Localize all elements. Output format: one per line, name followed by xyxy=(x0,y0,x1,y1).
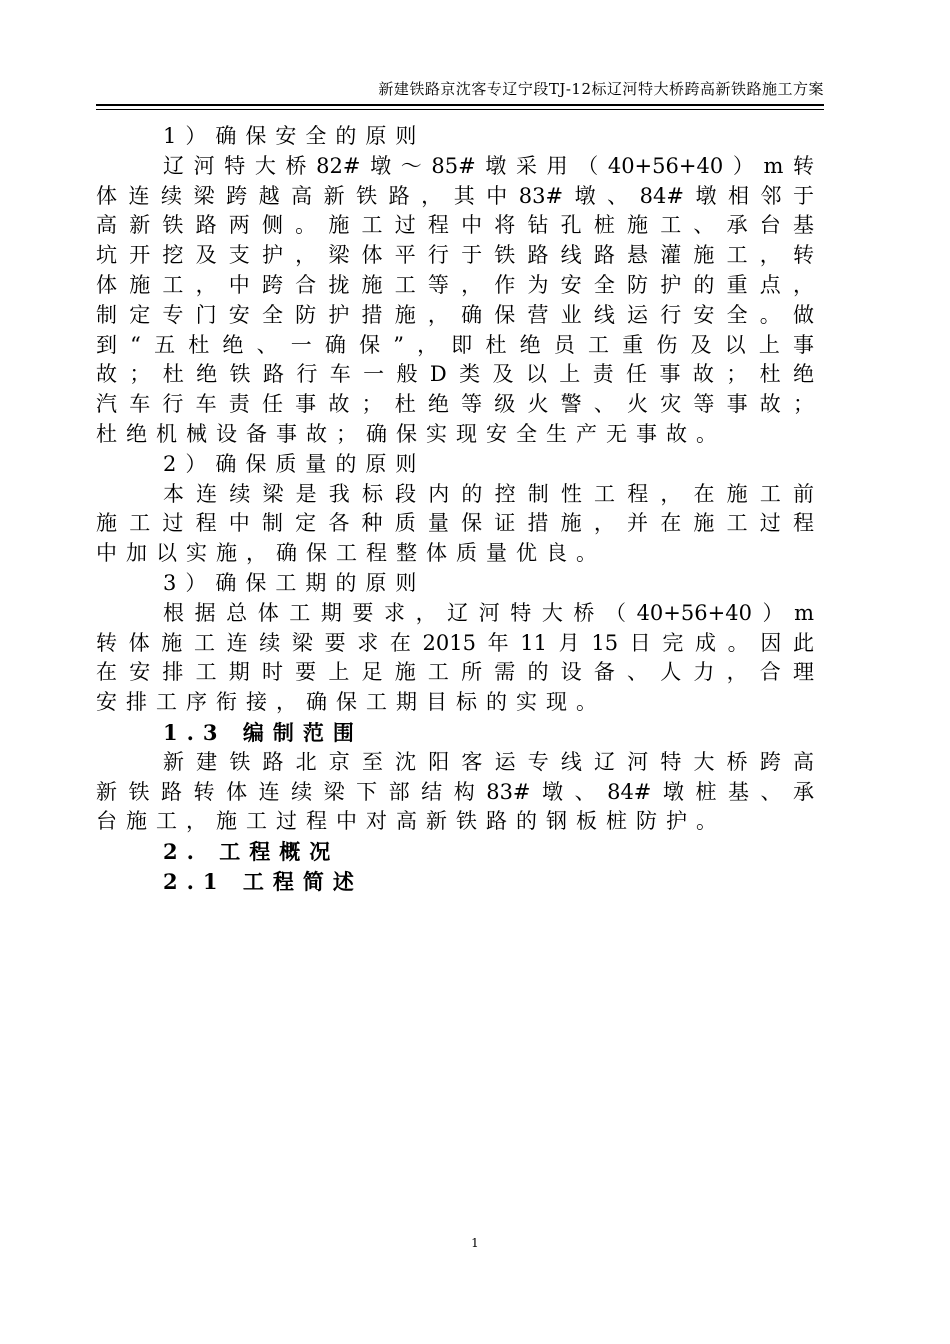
paragraph-line: 在安排工期时要上足施工所需的设备、人力，合理 xyxy=(96,660,814,685)
paragraph-line: 汽车行车责任事故；杜绝等级火警、火灾等事故； xyxy=(96,392,814,417)
paragraph-line: 转体施工连续梁要求在2015年11月15日完成。因此 xyxy=(96,630,814,655)
page-number: 1 xyxy=(471,1236,479,1250)
paragraph-line: 高新铁路两侧。施工过程中将钻孔桩施工、承台基 xyxy=(96,213,814,238)
subheading-quality: 2）确保质量的原则 xyxy=(163,451,426,476)
paragraph-line: 根据总体工期要求，辽河特大桥（40+56+40）m xyxy=(163,600,814,625)
paragraph-line: 体施工，中跨合拢施工等，作为安全防护的重点， xyxy=(96,272,814,297)
document-body xyxy=(96,122,814,897)
header-rule-thick xyxy=(96,104,824,106)
subheading-safety: 1）确保安全的原则 xyxy=(163,124,426,148)
section-heading-scope: 1.3 编制范围 xyxy=(163,719,363,745)
paragraph-line: 到“五杜绝、一确保”，即杜绝员工重伤及以上事 xyxy=(96,332,814,357)
paragraph-line: 施工过程中制定各种质量保证措施，并在施工过程 xyxy=(96,511,814,536)
header-rule-thin xyxy=(96,109,824,110)
paragraph-line: 杜绝机械设备事故；确保实现安全生产无事故。 xyxy=(96,421,726,446)
paragraph-line: 本连续梁是我标段内的控制性工程，在施工前 xyxy=(163,481,814,506)
running-header: 新建铁路京沈客专辽宁段TJ-12标辽河特大桥跨高新铁路施工方案 xyxy=(378,80,824,98)
paragraph-line: 安排工序衔接，确保工期目标的实现。 xyxy=(96,690,606,715)
paragraph-line: 制定专门安全防护措施，确保营业线运行安全。做 xyxy=(96,302,814,327)
paragraph-line: 台施工，施工过程中对高新铁路的钢板桩防护。 xyxy=(96,809,726,834)
paragraph-line: 中加以实施，确保工程整体质量优良。 xyxy=(96,541,606,566)
section-heading-summary: 2.1 工程简述 xyxy=(163,868,363,894)
paragraph-line: 故；杜绝铁路行车一般D类及以上责任事故；杜绝 xyxy=(96,362,814,387)
paragraph-line: 新铁路转体连续梁下部结构83#墩、84#墩桩基、承 xyxy=(96,779,814,804)
paragraph-line: 体连续梁跨越高新铁路，其中83#墩、84#墩相邻于 xyxy=(96,183,814,208)
paragraph-line: 辽河特大桥82#墩～85#墩采用（40+56+40）m转 xyxy=(163,153,814,178)
section-heading-overview: 2. 工程概况 xyxy=(163,839,340,865)
paragraph-line: 新建铁路北京至沈阳客运专线辽河特大桥跨高 xyxy=(163,749,814,774)
subheading-schedule: 3）确保工期的原则 xyxy=(163,570,426,595)
paragraph-line: 坑开挖及支护，梁体平行于铁路线路悬灌施工，转 xyxy=(96,243,814,268)
